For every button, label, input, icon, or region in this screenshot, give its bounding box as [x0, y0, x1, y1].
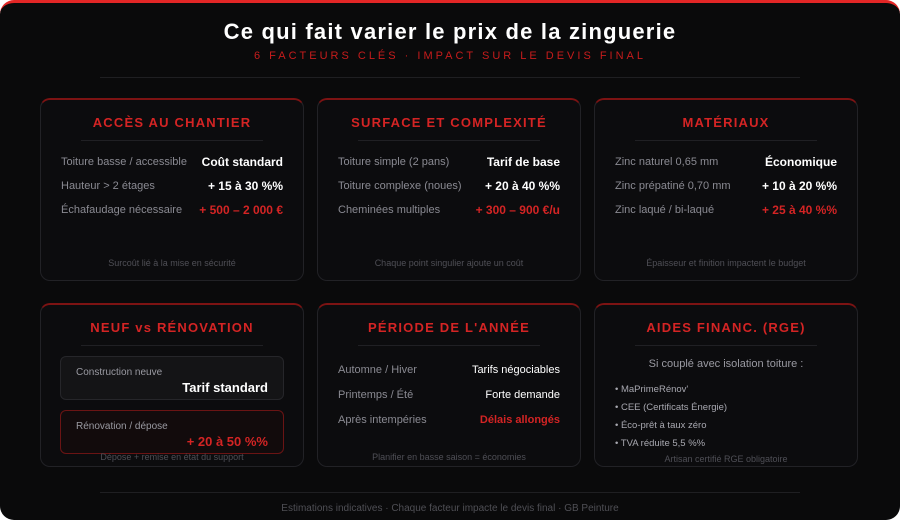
factor-label: Zinc naturel 0,65 mm [615, 156, 719, 168]
aide-item: • CEE (Certificats Énergie) [615, 402, 728, 413]
factor-value: + 15 à 30 %% [207, 179, 283, 193]
card-footnote: Surcoût lié à la mise en sécurité [108, 258, 236, 268]
factor-value: Tarif de base [486, 155, 560, 169]
card-acces-chantier [40, 98, 304, 281]
factor-row [61, 203, 283, 219]
factor-value: + 20 à 40 %% [484, 179, 560, 193]
factor-value: Économique [764, 155, 837, 169]
card-aides-financieres [594, 303, 858, 467]
page-title: Ce qui fait varier le prix de la zinguerie [223, 19, 677, 44]
card-divider [81, 140, 263, 141]
card-title: NEUF vs RÉNOVATION [90, 320, 254, 335]
card-divider [81, 345, 263, 346]
factor-label: Zinc laqué / bi-laqué [615, 204, 715, 216]
factor-row [615, 179, 837, 195]
factor-row [338, 179, 560, 195]
factor-row [61, 155, 283, 171]
factor-label: Hauteur > 2 étages [61, 180, 155, 192]
factor-label: Toiture complexe (noues) [338, 180, 462, 192]
factor-row [338, 155, 560, 171]
card-title: SURFACE ET COMPLEXITÉ [351, 115, 547, 130]
factor-value: + 25 à 40 %% [761, 203, 837, 217]
factor-label: Toiture simple (2 pans) [338, 156, 450, 168]
card-materiaux [594, 98, 858, 281]
header-divider [100, 77, 800, 78]
aide-item: • MaPrimeRénov' [615, 384, 689, 395]
factor-label: Échafaudage nécessaire [61, 204, 183, 216]
aide-item: • Éco-prêt à taux zéro [615, 420, 707, 431]
card-divider [358, 345, 540, 346]
factor-row [338, 363, 560, 379]
factor-label: Cheminées multiples [338, 204, 441, 216]
factor-value: + 300 – 900 €/u [475, 203, 560, 217]
factor-label: Après intempéries [338, 414, 427, 426]
page-subtitle: 6 FACTEURS CLÉS · IMPACT SUR LE DEVIS FINAL [253, 50, 647, 62]
card-neuf-renovation [40, 303, 304, 467]
option-value: Tarif standard [182, 380, 268, 395]
option-label: Construction neuve [76, 367, 163, 378]
factor-label: Automne / Hiver [338, 364, 417, 376]
factor-row [338, 203, 560, 219]
factor-value: Forte demande [485, 389, 560, 401]
card-periode-annee [317, 303, 581, 467]
card-title: AIDES FINANC. (RGE) [646, 320, 806, 335]
card-title: MATÉRIAUX [682, 115, 770, 130]
factor-row [338, 413, 560, 429]
card-divider [635, 345, 817, 346]
aides-intro: Si couplé avec isolation toiture : [648, 358, 804, 370]
option-box-construction-neuve [60, 356, 284, 400]
factor-row [615, 155, 837, 171]
factor-label: Toiture basse / accessible [61, 156, 187, 168]
page-footer: Estimations indicatives · Chaque facteur impacte le devis final · GB Peinture [281, 503, 619, 514]
factor-value: + 10 à 20 %% [761, 179, 837, 193]
footer-divider [100, 492, 800, 493]
factor-value: Coût standard [201, 155, 283, 169]
card-title: PÉRIODE DE L'ANNÉE [368, 320, 530, 335]
card-footnote: Chaque point singulier ajoute un coût [374, 258, 524, 268]
factor-row [615, 203, 837, 219]
factor-label: Printemps / Été [338, 389, 414, 401]
option-value: + 20 à 50 %% [186, 434, 268, 449]
card-divider [635, 140, 817, 141]
card-title: ACCÈS AU CHANTIER [92, 115, 252, 130]
card-surface-complexite [317, 98, 581, 281]
card-footnote: Épaisseur et finition impactent le budget [646, 258, 806, 268]
factor-row [61, 179, 283, 195]
aide-item: • TVA réduite 5,5 %% [615, 438, 706, 449]
card-footnote: Artisan certifié RGE obligatoire [664, 454, 788, 464]
option-label: Rénovation / dépose [76, 421, 168, 432]
card-footnote: Planifier en basse saison = économies [372, 452, 526, 462]
factor-label: Zinc prépatiné 0,70 mm [615, 180, 731, 192]
factor-value: Délais allongés [479, 414, 560, 426]
factor-value: Tarifs négociables [471, 364, 560, 376]
option-box-renovation [60, 410, 284, 454]
card-divider [358, 140, 540, 141]
factor-value: + 500 – 2 000 € [199, 203, 283, 217]
factor-row [338, 388, 560, 404]
card-footnote: Dépose + remise en état du support [100, 452, 244, 462]
